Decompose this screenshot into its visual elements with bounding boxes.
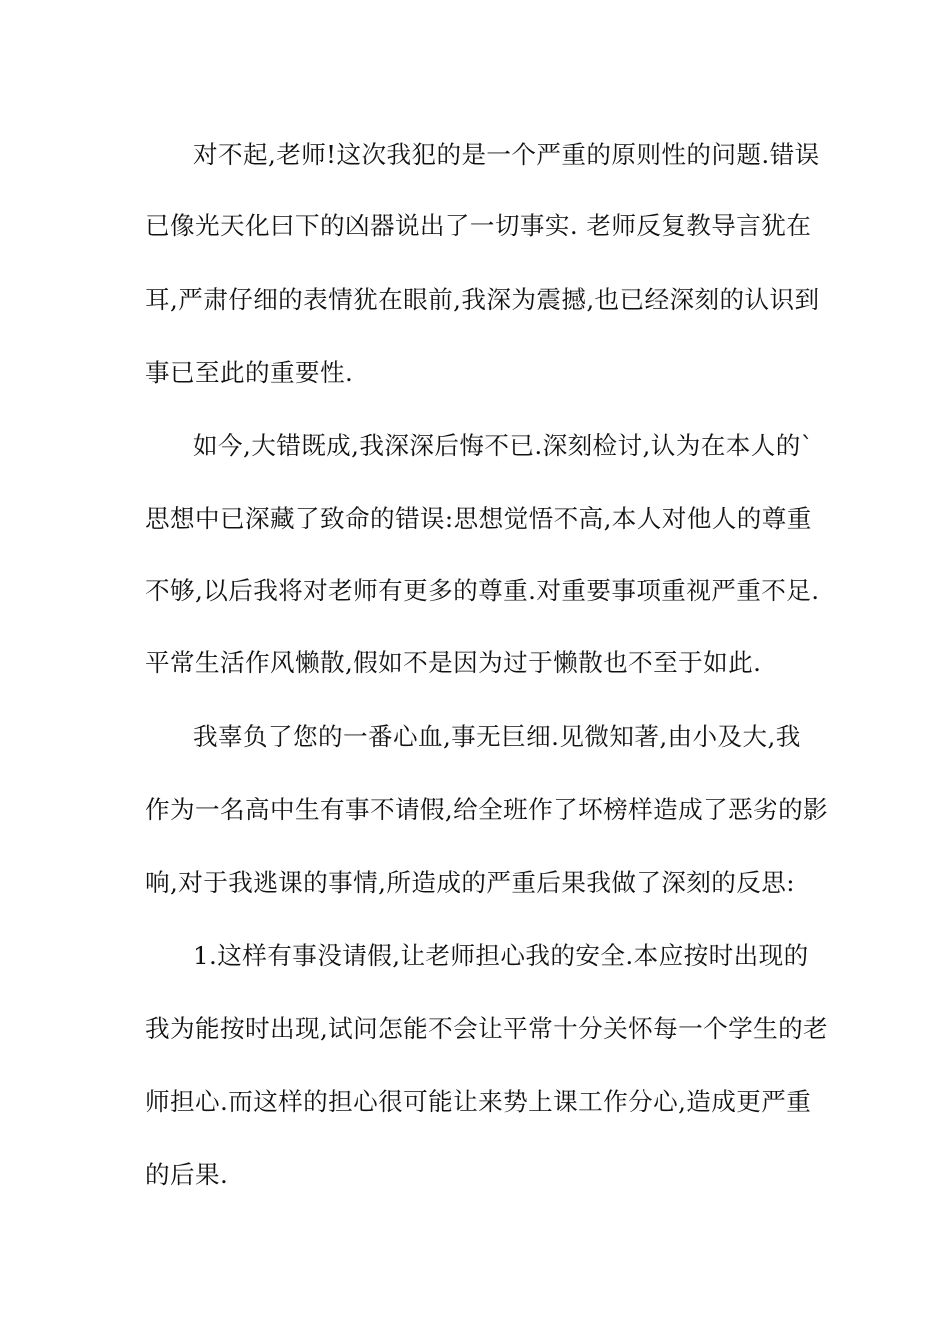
paragraph-4-line-3: 师担心.而这样的担心很可能让来势上课工作分心,造成更严重 (145, 1087, 812, 1116)
paragraph-1-line-4: 事已至此的重要性. (145, 358, 354, 387)
paragraph-2-line-2: 思想中已深藏了致命的错误:思想觉悟不高,本人对他人的尊重 (145, 504, 812, 533)
paragraph-3-line-3: 响,对于我逃课的事情,所造成的严重后果我做了深刻的反思: (145, 868, 795, 897)
paragraph-4-line-2: 我为能按时出现,试问怎能不会让平常十分关怀每一个学生的老 (145, 1014, 829, 1043)
paragraph-2-line-1: 如今,大错既成,我深深后悔不已.深刻检讨,认为在本人的` (193, 431, 814, 460)
paragraph-2-line-3: 不够,以后我将对老师有更多的尊重.对重要事项重视严重不足. (145, 576, 820, 605)
paragraph-1-line-3: 耳,严肃仔细的表情犹在眼前,我深为震撼,也已经深刻的认识到 (145, 285, 820, 314)
paragraph-3-line-1: 我辜负了您的一番心血,事无巨细.见微知著,由小及大,我 (193, 722, 801, 751)
paragraph-1-line-2: 已像光天化曰下的凶器说出了一切事实. 老师反复教导言犹在 (145, 211, 812, 240)
paragraph-4-line-4: 的后果. (145, 1160, 229, 1189)
paragraph-1-line-1: 对不起,老师!这次我犯的是一个严重的原则性的问题.错误 (193, 140, 820, 169)
paragraph-3-line-2: 作为一名高中生有事不请假,给全班作了坏榜样造成了恶劣的影 (145, 795, 829, 824)
paragraph-2-line-4: 平常生活作风懒散,假如不是因为过于懒散也不至于如此. (145, 648, 762, 677)
paragraph-4-line-1: 1.这样有事没请假,让老师担心我的安全.本应按时出现的 (193, 941, 809, 970)
